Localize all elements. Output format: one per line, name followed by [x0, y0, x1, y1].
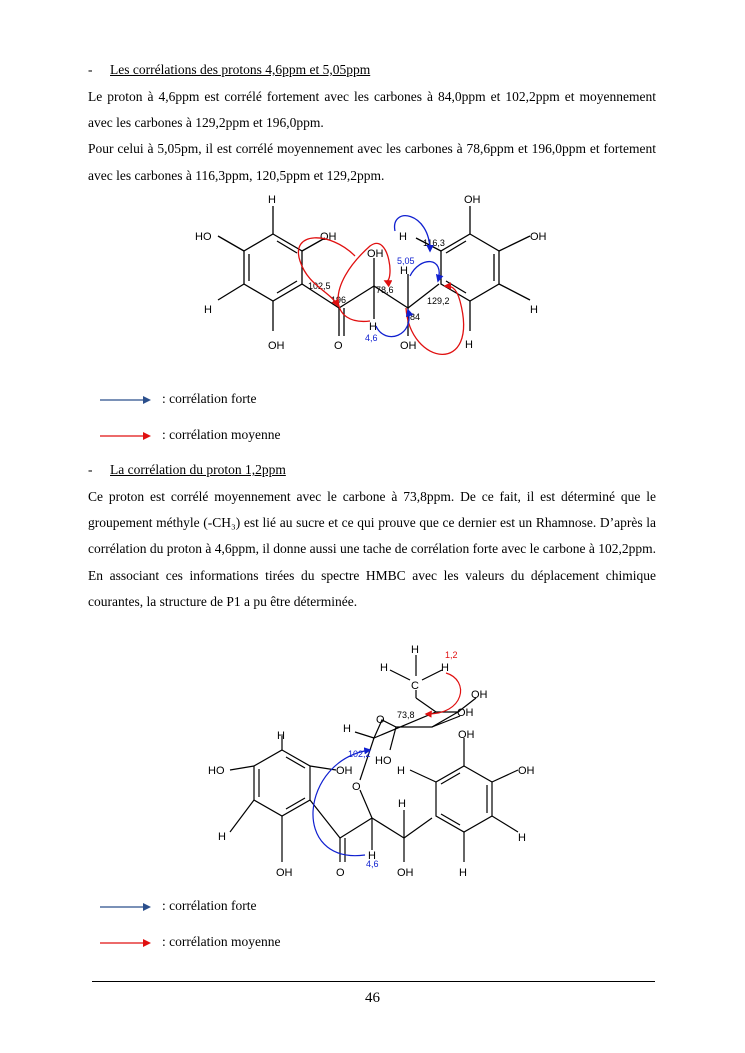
shift-label: 102,5: [308, 281, 331, 291]
atom-label: O: [334, 340, 343, 352]
atom-label: H: [530, 304, 538, 316]
legend-label: : corrélation moyenne: [162, 934, 281, 949]
atom-label: H: [411, 644, 419, 656]
atom-label: OH: [400, 340, 417, 352]
heading-title: La corrélation du proton 1,2ppm: [110, 462, 286, 477]
atom-label: H: [343, 723, 351, 735]
legend-label: : corrélation moyenne: [162, 427, 281, 442]
strong-correlation-arrow: [376, 310, 409, 337]
section-heading-1: [88, 62, 370, 78]
legend-label: : corrélation forte: [162, 898, 257, 913]
atom-label: H: [459, 867, 467, 879]
footer-rule: [92, 981, 655, 982]
atom-label: OH: [320, 231, 337, 243]
shift-labels: [348, 650, 458, 869]
atom-label: OH: [336, 765, 353, 777]
atom-label: H: [397, 765, 405, 777]
proton-shift-label: 5,05: [397, 256, 415, 266]
heading-dash: -: [88, 62, 93, 77]
atom-label: OH: [471, 689, 488, 701]
atom-label: H: [277, 730, 285, 742]
proton-shift-label: 4,6: [366, 859, 379, 869]
atom-label: HO: [195, 231, 212, 243]
section2-body: [88, 484, 656, 615]
atom-label: H: [369, 321, 377, 333]
molecule-bonds: [218, 206, 530, 336]
paragraph: Ce proton est corrélé moyennement avec le carbone à 73,8ppm. De ce fait, il est déterminé que le groupement méthyle (-CH₃) est lié au sucre et ce qui prouve que ce dernier est un Rhamnose. D’après la corrélation du proton à 4,6ppm, il donne aussi une tache de corrélation forte avec le carbone à 102,2ppm. En associant ces informations tirées du spectre HMBC avec les valeurs du déplacement chimique courantes, la structure de P1 a pu être déterminée.: [88, 489, 656, 609]
atom-label: OH: [276, 867, 293, 879]
atom-label: H: [380, 662, 388, 674]
atom-label: O: [376, 714, 385, 726]
atom-label: H: [218, 831, 226, 843]
section-heading-2: [88, 462, 286, 478]
atom-label: H: [398, 798, 406, 810]
section1-body: [88, 84, 656, 189]
atom-label: O: [352, 781, 361, 793]
medium-arrow-icon: [100, 936, 152, 948]
atom-label: OH: [458, 729, 475, 741]
shift-label: 102,2: [348, 749, 371, 759]
shift-label: 129,2: [427, 296, 450, 306]
strong-arrow-icon: [100, 900, 152, 912]
molecule-bonds: [230, 655, 518, 862]
atom-label: H: [399, 231, 407, 243]
atom-label: H: [268, 194, 276, 206]
shift-label: 84: [410, 312, 421, 322]
paragraph: Pour celui à 5,05pm, il est corrélé moyennement avec les carbones à 78,6ppm et 196,0ppm et fortement avec les carbones à 116,3ppm, 120,5ppm et 129,2ppm.: [88, 141, 656, 183]
proton-shift-label: 4,6: [365, 333, 378, 343]
paragraph: Le proton à 4,6ppm est corrélé fortement avec les carbones à 84,0ppm et 102,2ppm et moyennement avec les carbones à 129,2ppm et 196,0ppm.: [88, 89, 656, 131]
atom-label: OH: [268, 340, 285, 352]
atom-label: H: [204, 304, 212, 316]
shift-label: 196: [331, 295, 347, 305]
atom-label: HO: [375, 755, 392, 767]
atom-label: OH: [397, 867, 414, 879]
atom-label: OH: [518, 765, 535, 777]
atom-label: C: [411, 680, 419, 692]
legend-label: : corrélation forte: [162, 391, 257, 406]
atom-labels: [208, 644, 535, 879]
atom-label: H: [368, 850, 376, 862]
heading-dash: -: [88, 462, 93, 477]
page-number: 46: [365, 990, 380, 1006]
atom-label: OH: [457, 707, 474, 719]
atom-label: H: [400, 265, 408, 277]
heading-title: Les corrélations des protons 4,6ppm et 5,05ppm: [110, 62, 371, 77]
atom-label: OH: [367, 248, 384, 260]
shift-label: 73,8: [397, 710, 415, 720]
strong-arrow-icon: [100, 393, 152, 405]
shift-label: 116,3: [423, 238, 445, 248]
atom-label: HO: [208, 765, 225, 777]
atom-label: H: [518, 832, 526, 844]
medium-correlation-arrow: [426, 673, 461, 714]
structure-figure-2: [200, 640, 550, 882]
shift-label: 78,6: [376, 285, 394, 295]
proton-shift-label: 1,2: [445, 650, 458, 660]
atom-label: H: [441, 662, 449, 674]
atom-label: OH: [530, 231, 547, 243]
hmbc-figure-1: [180, 186, 560, 372]
medium-arrow-icon: [100, 429, 152, 441]
atom-label: O: [336, 867, 345, 879]
atom-label: OH: [464, 194, 481, 206]
atom-label: H: [465, 339, 473, 351]
